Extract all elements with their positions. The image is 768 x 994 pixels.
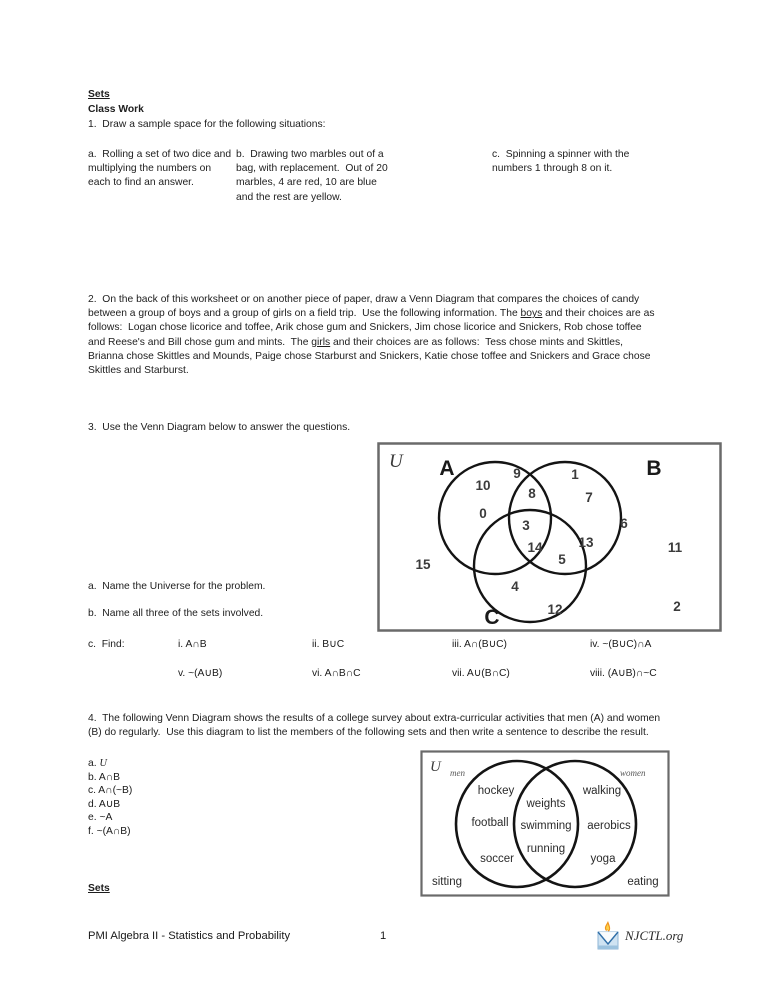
- venn2-member: walking: [582, 785, 622, 797]
- find-item-v: v. ~(A∪B): [178, 668, 223, 679]
- find-item-ii: ii. B∪C: [312, 639, 345, 650]
- question-3-part-a: a. Name the Universe for the problem.: [88, 581, 266, 592]
- venn2-member: football: [471, 817, 509, 829]
- venn1-value: 3: [522, 518, 530, 533]
- q4-item-a: a. U: [88, 758, 107, 769]
- venn1-value: 6: [620, 516, 628, 531]
- venn1-value: 10: [475, 478, 491, 493]
- venn2-label-women: women: [620, 768, 646, 778]
- page-title: Sets: [88, 89, 110, 100]
- find-item-i: i. A∩B: [178, 639, 207, 650]
- venn2-member: swimming: [520, 820, 572, 832]
- venn1-value: 4: [511, 579, 519, 594]
- section-subtitle: Class Work: [88, 104, 144, 115]
- venn1-value: 15: [415, 557, 431, 572]
- find-item-viii: viii. (A∪B)∩~C: [590, 668, 657, 679]
- venn2-member: running: [526, 843, 566, 855]
- q4-item-b: b. A∩B: [88, 771, 121, 783]
- q4-item-e: e. ~A: [88, 812, 113, 824]
- venn1-value: 2: [673, 599, 681, 614]
- venn-diagram-three-sets: [377, 442, 722, 632]
- venn1-value: 1: [571, 467, 579, 482]
- venn1-value: 8: [528, 486, 536, 501]
- question-4-text: 4. The following Venn Diagram shows the results of a college survey about extra-curricular activities that men (A) and women (B) do regularly. Use this diagram to list the members of the following sets and then write a sentence to describe the result.: [88, 713, 664, 739]
- question-3-prompt: 3. Use the Venn Diagram below to answer the questions.: [88, 422, 351, 433]
- venn2-member: hockey: [477, 785, 515, 797]
- njctl-logo-text: NJCTL.org: [625, 928, 684, 943]
- venn1-value: 12: [547, 602, 563, 617]
- find-item-vii: vii. A∪(B∩C): [452, 668, 510, 679]
- venn2-member: weights: [526, 798, 566, 810]
- question-1-option-c: c. Spinning a spinner with the numbers 1 through 8 on it.: [492, 149, 633, 175]
- find-item-vi: vi. A∩B∩C: [312, 668, 361, 679]
- venn1-value: 14: [527, 540, 543, 555]
- q4-item-f: f. ~(A∩B): [88, 825, 131, 837]
- find-item-iv: iv. ~(B∪C)∩A: [590, 639, 652, 650]
- q4-item-d: d. A∪B: [88, 798, 121, 810]
- venn2-member: eating: [627, 876, 659, 888]
- question-1-prompt: 1. Draw a sample space for the following situations:: [88, 119, 326, 130]
- venn1-value: 13: [578, 535, 594, 550]
- venn1-value: 5: [558, 552, 566, 567]
- question-2-text: 2. On the back of this worksheet or on another piece of paper, draw a Venn Diagram that compares the choices of candy between a group of boys and a group of girls on a field trip. Use the following information. The boys and their choices are as follows: Logan chose licorice and toffee, Arik chose gum and Snickers, Jim chose licorice and Snickers, Rob chose toffee and Reese's and Bill chose gum and mints. The girls and their choices are as follows: Tess chose mints and Skittles, Brianna chose Skittles and Mounds, Paige chose Starburst and Snickers, Katie chose toffee and Snickers and Grace chose Skittles and Starburst.: [88, 294, 658, 377]
- question-1-option-b: b. Drawing two marbles out of a bag, with replacement. Out of 20 marbles, 4 are red, 10 are blue and the rest are yellow.: [236, 149, 391, 203]
- footer-section-title: Sets: [88, 883, 110, 894]
- venn1-universe-label: U: [389, 451, 403, 472]
- venn1-label-a: A: [439, 457, 455, 480]
- question-3-part-c-label: c. Find:: [88, 639, 125, 650]
- footer-course-line: PMI Algebra II - Statistics and Probability: [88, 930, 291, 942]
- venn2-member: sitting: [431, 876, 463, 888]
- venn2-label-men: men: [450, 768, 465, 778]
- venn2-member: aerobics: [587, 820, 631, 832]
- venn1-value: 11: [667, 540, 683, 555]
- venn1-value: 0: [479, 506, 487, 521]
- venn-diagram-activities: [420, 750, 670, 897]
- q4-item-c: c. A∩(~B): [88, 785, 133, 797]
- torch-icon: [595, 920, 621, 952]
- find-item-iii: iii. A∩(B∪C): [452, 639, 507, 650]
- njctl-logo: [595, 918, 695, 954]
- question-4-list: [88, 757, 132, 839]
- question-1-option-a: a. Rolling a set of two dice and multiplying the numbers on each to find an answer.: [88, 149, 234, 189]
- venn1-value: 9: [513, 466, 521, 481]
- venn1-label-c: C: [484, 606, 500, 629]
- venn2-universe-label: U: [430, 759, 441, 775]
- footer-page-number: 1: [380, 930, 387, 942]
- venn2-member: yoga: [590, 853, 616, 865]
- question-3-part-b: b. Name all three of the sets involved.: [88, 608, 264, 619]
- venn2-member: soccer: [480, 853, 514, 865]
- venn1-label-b: B: [646, 457, 662, 480]
- venn1-value: 7: [585, 490, 593, 505]
